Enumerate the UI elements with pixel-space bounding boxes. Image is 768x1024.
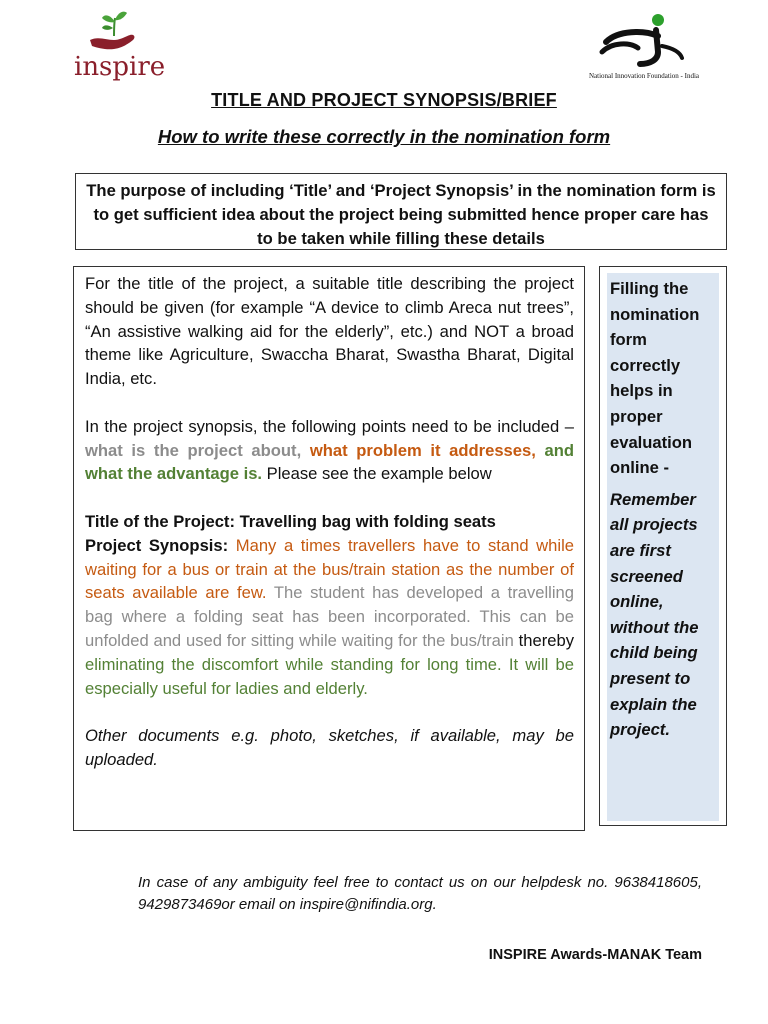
- purpose-box: [75, 173, 727, 250]
- point-advantage: and what the advantage is.: [85, 440, 574, 484]
- synopsis-connector-text: thereby: [513, 630, 574, 650]
- point-project-about: what is the project about,: [85, 440, 302, 460]
- example-title: Title of the Project: Travelling bag with folding seats: [85, 511, 496, 531]
- nif-logo: [576, 12, 712, 88]
- purpose-text: The purpose of including ‘Title’ and ‘Project Synopsis’ in the nomination form is to get sufficient idea about the project being submitted hence proper care has to be taken while filling these details: [86, 181, 716, 248]
- team-signature: INSPIRE Awards-MANAK Team: [488, 947, 702, 963]
- guidance-box: [73, 266, 585, 831]
- title-guidance-paragraph: For the title of the project, a suitable title describing the project should be given (for example “A device to climb Areca nut trees”, “An assistive walking aid for the elderly”, etc.) and NOT a broad theme like Agriculture, Swaccha Bharat, Swastha Bharat, Digital India, etc.: [85, 274, 574, 389]
- inspire-wordmark: inspire: [74, 52, 166, 82]
- synopsis-guidance-lead: In the project synopsis, the following points need to be included –: [85, 416, 574, 436]
- side-note-panel: [607, 273, 719, 821]
- side-note-text: Filling the nomination form correctly helps in proper evaluation online -: [610, 279, 700, 478]
- helpdesk-note: In case of any ambiguity feel free to contact us on our helpdesk no. 9638418605, 9429873469or email on inspire@nifindia.org.: [138, 874, 702, 913]
- synopsis-guidance-tail: Please see the example below: [262, 464, 492, 484]
- synopsis-label: Project Synopsis:: [85, 535, 229, 555]
- other-documents-note: Other documents e.g. photo, sketches, if available, may be uploaded.: [85, 726, 574, 769]
- synopsis-project-text: The student has developed a travelling bag where a folding seat has been incorporated. This can be unfolded and used for sitting while waiting for the bus/train: [85, 583, 574, 650]
- page-subtitle: How to write these correctly in the nomination form: [157, 126, 611, 147]
- synopsis-advantage-text: eliminating the discomfort while standing for long time. It will be especially useful for ladies and elderly.: [85, 654, 574, 698]
- side-remember-text: Remember all projects are first screened online, without the child being present to explain the project.: [610, 489, 699, 740]
- synopsis-problem-text: Many a times travellers have to stand while waiting for a bus or train at the bus/train station as the number of seats available are few.: [85, 535, 574, 603]
- nif-caption: National Innovation Foundation - India: [588, 72, 700, 80]
- example-synopsis: [85, 534, 574, 701]
- point-problem-addressed: what problem it addresses,: [301, 440, 536, 460]
- synopsis-guidance-paragraph: [85, 415, 574, 486]
- inspire-logo: [70, 8, 166, 86]
- hand-sprout-icon: [84, 10, 144, 56]
- page-title: TITLE AND PROJECT SYNOPSIS/BRIEF: [211, 90, 557, 110]
- side-note-box: [599, 266, 727, 826]
- nif-emblem-icon: [592, 12, 696, 70]
